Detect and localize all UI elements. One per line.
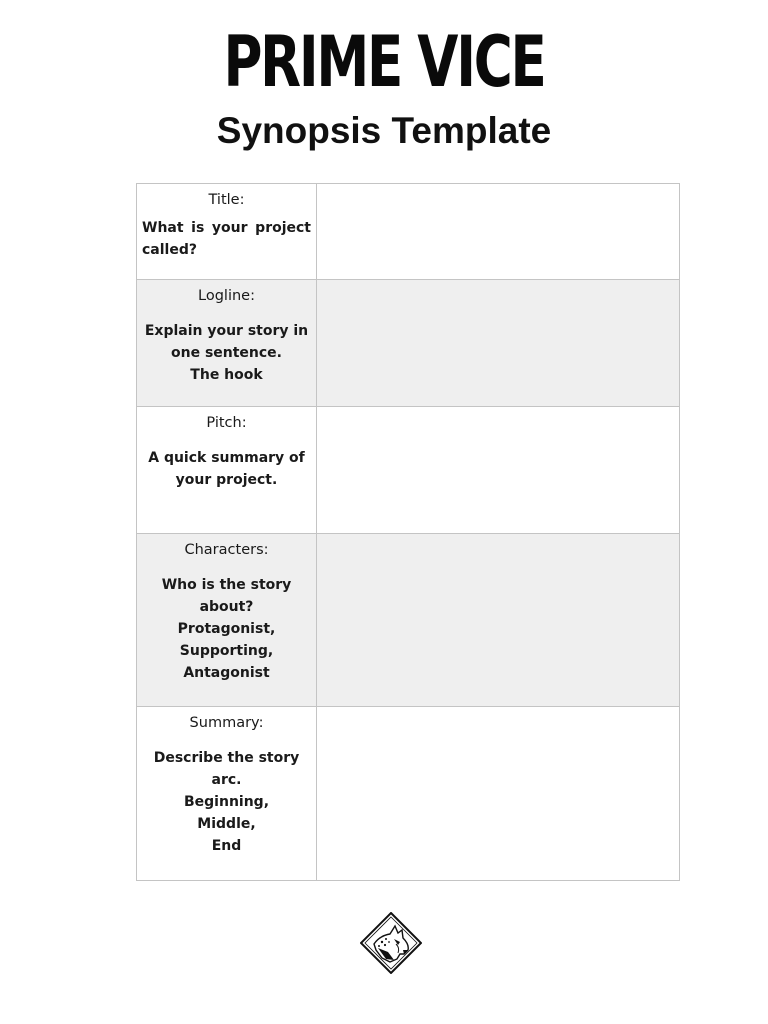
prompt-characters: Who is the story about? Protagonist, Supporting, Antagonist	[161, 577, 292, 681]
field-label-logline: Logline:	[198, 288, 255, 304]
entry-cell-pitch[interactable]	[317, 407, 680, 534]
field-label-summary: Summary:	[189, 715, 264, 731]
synopsis-table	[136, 183, 680, 881]
entry-cell-summary[interactable]	[317, 707, 680, 881]
prompt-logline: Explain your story in one sentence. The hook	[144, 323, 309, 383]
prompt-summary: Describe the story arc. Beginning, Middle, End	[153, 750, 300, 854]
table-row-title	[137, 184, 680, 280]
table-row-pitch	[137, 407, 680, 534]
table-row-characters	[137, 534, 680, 707]
prompt-pitch: A quick summary of your project.	[148, 450, 305, 488]
label-cell	[137, 407, 317, 534]
entry-cell-title[interactable]	[317, 184, 680, 280]
brand-wordmark: PRIME VICE	[223, 21, 545, 103]
label-cell	[137, 184, 317, 280]
label-cell	[137, 280, 317, 407]
label-cell	[137, 534, 317, 707]
table-row-summary	[137, 707, 680, 881]
entry-cell-logline[interactable]	[317, 280, 680, 407]
field-label-characters: Characters:	[184, 542, 269, 558]
field-label-pitch: Pitch:	[206, 415, 247, 431]
table-row-logline	[137, 280, 680, 407]
prompt-title: What is your project called?	[142, 220, 311, 258]
entry-cell-characters[interactable]	[317, 534, 680, 707]
hyena-diamond-logo-icon	[360, 912, 422, 974]
field-label-title: Title:	[208, 192, 245, 208]
label-cell	[137, 707, 317, 881]
page-title: Synopsis Template	[216, 110, 552, 151]
